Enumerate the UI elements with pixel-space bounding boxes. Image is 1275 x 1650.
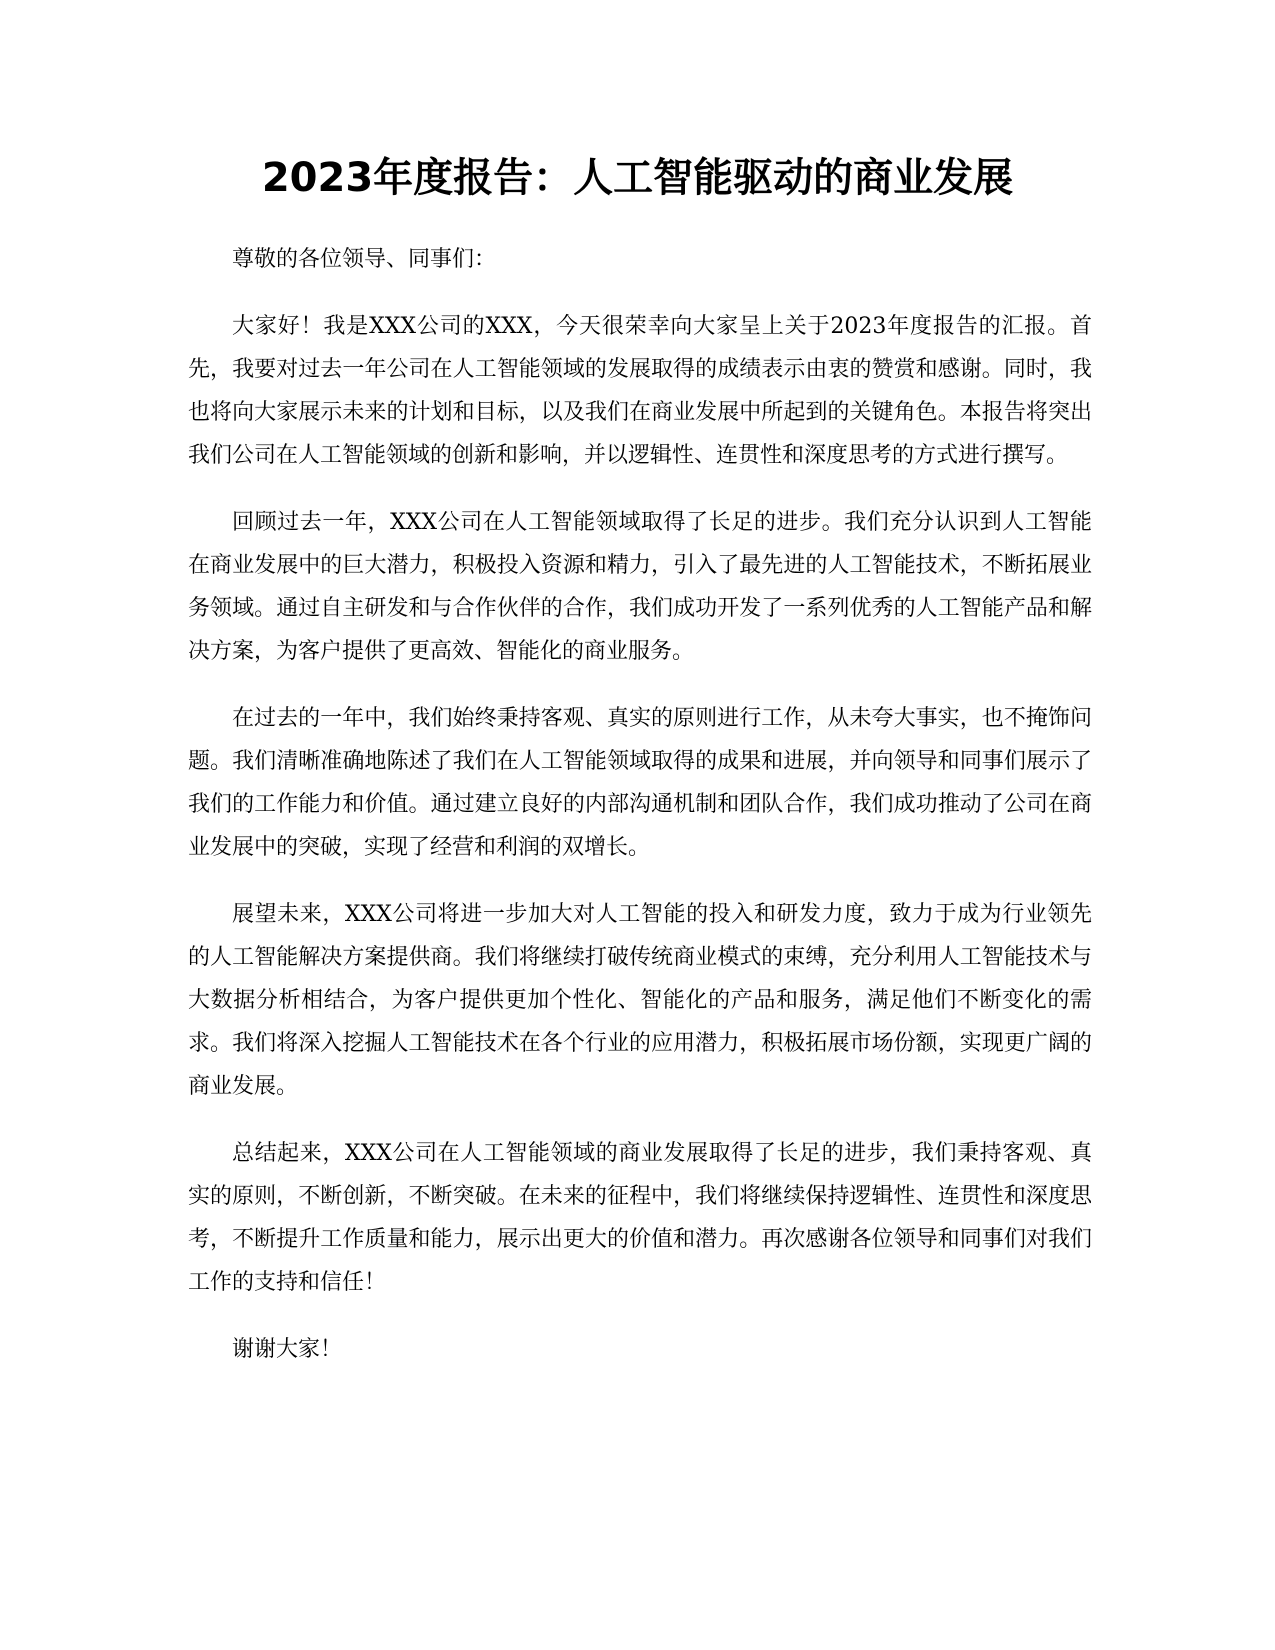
review-paragraph: 回顾过去一年，XXX公司在人工智能领域取得了长足的进步。我们充分认识到人工智能在商业发展中的巨大潜力，积极投入资源和精力，引入了最先进的人工智能技术，不断拓展业务领域。通过自主研发和与合作伙伴的合作，我们成功开发了一系列优秀的人工智能产品和解决方案，为客户提供了更高效、智能化的商业服务。: [188, 510, 1092, 664]
principles-paragraph: 在过去的一年中，我们始终秉持客观、真实的原则进行工作，从未夸大事实，也不掩饰问题。我们清晰准确地陈述了我们在人工智能领域取得的成果和进展，并向领导和同事们展示了我们的工作能力和价值。通过建立良好的内部沟通机制和团队合作，我们成功推动了公司在商业发展中的突破，实现了经营和利润的双增长。: [188, 706, 1092, 860]
document-body: [188, 238, 1092, 1395]
intro-paragraph: 大家好！我是XXX公司的XXX，今天很荣幸向大家呈上关于2023年度报告的汇报。首先，我要对过去一年公司在人工智能领域的发展取得的成绩表示由衷的赞赏和感谢。同时，我也将向大家展示未来的计划和目标，以及我们在商业发展中所起到的关键角色。本报告将突出我们公司在人工智能领域的创新和影响，并以逻辑性、连贯性和深度思考的方式进行撰写。: [188, 314, 1092, 468]
salutation-paragraph: 尊敬的各位领导、同事们：: [232, 247, 497, 272]
closing-paragraph: 谢谢大家！: [232, 1337, 343, 1362]
document-title: 2023年度报告：人工智能驱动的商业发展: [261, 155, 1014, 201]
outlook-paragraph: 展望未来，XXX公司将进一步加大对人工智能的投入和研发力度，致力于成为行业领先的人工智能解决方案提供商。我们将继续打破传统商业模式的束缚，充分利用人工智能技术与大数据分析相结合，为客户提供更加个性化、智能化的产品和服务，满足他们不断变化的需求。我们将深入挖掘人工智能技术在各个行业的应用潜力，积极拓展市场份额，实现更广阔的商业发展。: [188, 902, 1092, 1099]
summary-paragraph: 总结起来，XXX公司在人工智能领域的商业发展取得了长足的进步，我们秉持客观、真实的原则，不断创新，不断突破。在未来的征程中，我们将继续保持逻辑性、连贯性和深度思考，不断提升工作质量和能力，展示出更大的价值和潜力。再次感谢各位领导和同事们对我们工作的支持和信任！: [188, 1141, 1092, 1295]
